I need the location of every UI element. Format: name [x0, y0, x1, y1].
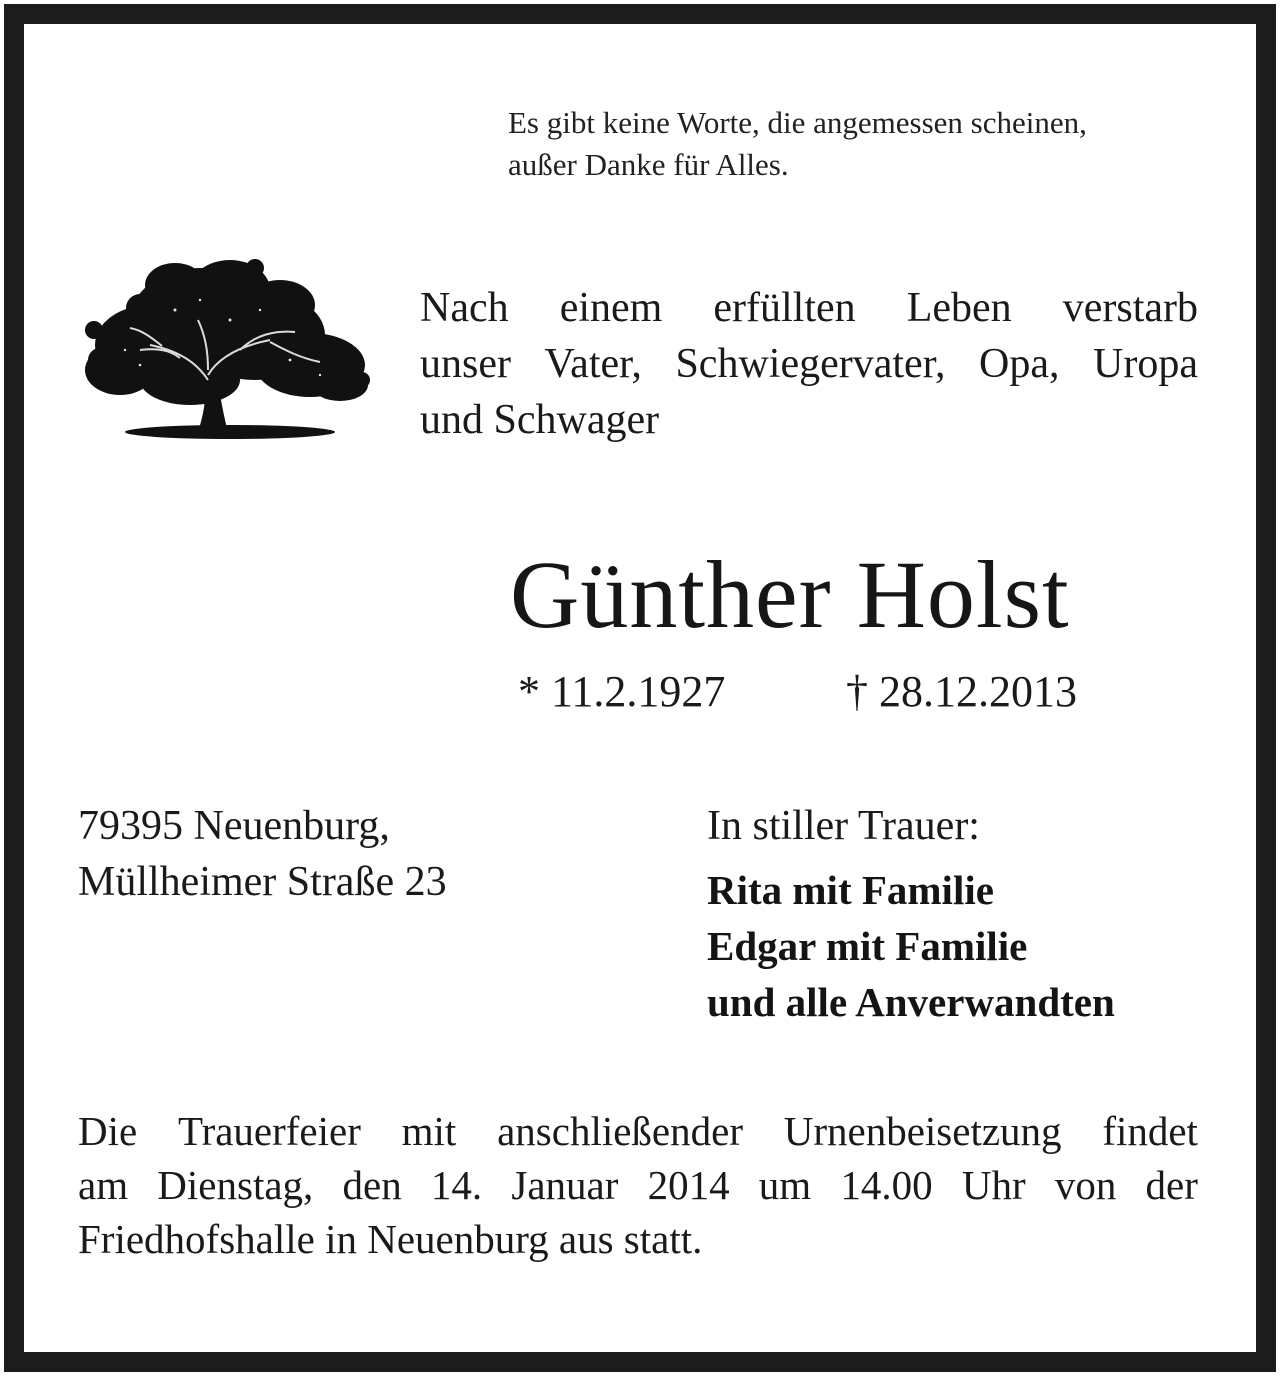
intro-text	[420, 280, 1198, 448]
mourner-name: und alle Anverwandten	[707, 979, 1115, 1025]
address	[78, 798, 447, 910]
motto-line-1: Es gibt keine Worte, die angemessen scheinen,	[508, 105, 1087, 140]
service-announcement	[78, 1104, 1198, 1266]
deceased-name: Günther Holst	[510, 541, 1070, 648]
intro-word: Schwiegervater,	[675, 341, 946, 387]
intro-word: Uropa	[1093, 341, 1198, 387]
service-word: Uhr	[961, 1162, 1026, 1208]
mourners-title: In stiller Trauer:	[707, 803, 980, 849]
service-word: um	[758, 1162, 812, 1208]
intro-line-3: und Schwager	[420, 397, 660, 443]
tree-icon	[80, 250, 370, 445]
intro-line-2	[420, 336, 1198, 392]
service-word: den	[342, 1162, 402, 1208]
address-line-2: Müllheimer Straße 23	[78, 859, 447, 905]
mourner-name: Edgar mit Familie	[707, 923, 1028, 969]
intro-word: unser	[420, 341, 511, 387]
service-word: 14.00	[840, 1162, 933, 1208]
service-word: Trauerfeier	[177, 1108, 361, 1154]
service-word: 2014	[647, 1162, 730, 1208]
service-word: Die	[78, 1108, 138, 1154]
motto-line-2: außer Danke für Alles.	[508, 147, 789, 182]
intro-word: Leben	[906, 285, 1012, 331]
address-line-1: 79395 Neuenburg,	[78, 803, 390, 849]
motto-quote	[508, 102, 1087, 186]
service-line-3: Friedhofshalle in Neuenburg aus statt.	[78, 1216, 703, 1262]
birth-date: * 11.2.1927	[518, 667, 726, 716]
service-word: am	[78, 1162, 129, 1208]
intro-line-1	[420, 280, 1198, 336]
intro-word: Vater,	[544, 341, 642, 387]
intro-word: erfüllten	[713, 285, 856, 331]
intro-word: verstarb	[1062, 285, 1198, 331]
service-word: Dienstag,	[157, 1162, 314, 1208]
service-word: der	[1145, 1162, 1198, 1208]
service-word: Januar	[511, 1162, 619, 1208]
service-word: Urnenbeisetzung	[783, 1108, 1062, 1154]
service-word: von	[1054, 1162, 1117, 1208]
service-word: anschließender	[497, 1108, 743, 1154]
service-word: mit	[401, 1108, 457, 1154]
service-line-1	[78, 1104, 1198, 1158]
service-line-2	[78, 1158, 1198, 1212]
intro-word: Opa,	[979, 341, 1060, 387]
service-word: findet	[1102, 1108, 1198, 1154]
intro-word: einem	[559, 285, 663, 331]
mourner-name: Rita mit Familie	[707, 867, 994, 913]
intro-word: Nach	[420, 285, 509, 331]
death-date: † 28.12.2013	[846, 667, 1077, 716]
mourners-list	[707, 862, 1115, 1030]
service-word: 14.	[430, 1162, 483, 1208]
